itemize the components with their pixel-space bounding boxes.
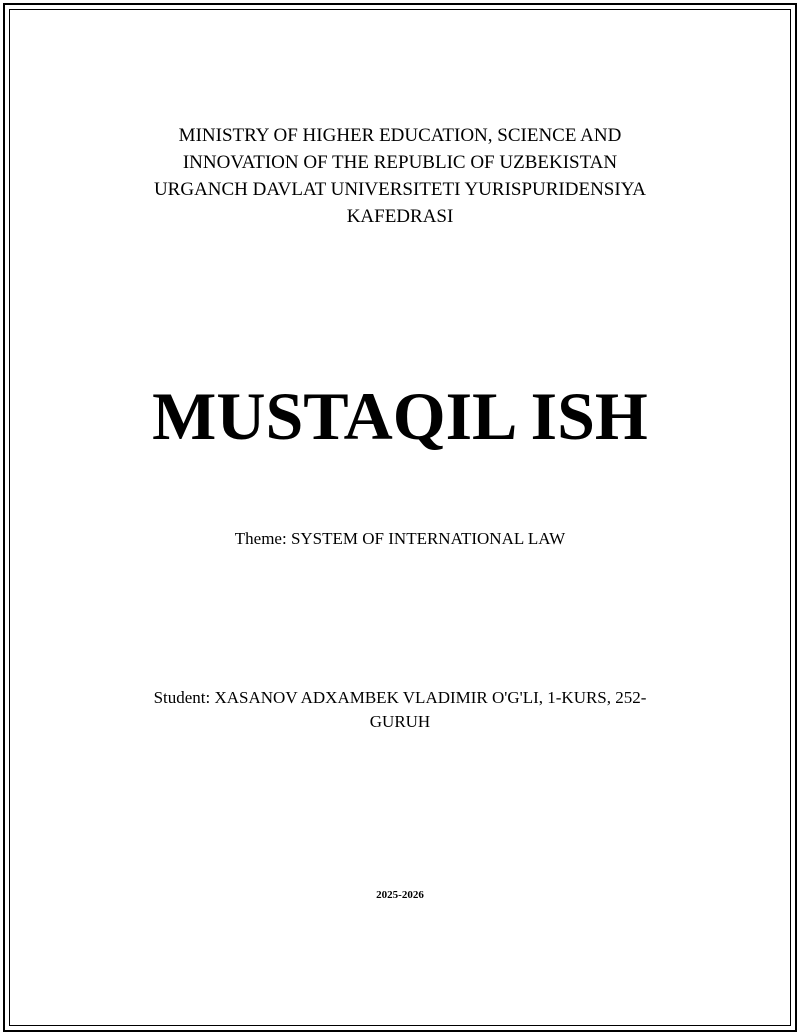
academic-year: 2025-2026 bbox=[376, 889, 424, 901]
header-line-university: URGANCH DAVLAT UNIVERSITETI YURISPURIDENSIYA bbox=[153, 179, 647, 200]
header-line-ministry: MINISTRY OF HIGHER EDUCATION, SCIENCE AND bbox=[178, 125, 622, 146]
header-line-innovation: INNOVATION OF THE REPUBLIC OF UZBEKISTAN bbox=[182, 152, 618, 173]
student-info bbox=[0, 686, 800, 734]
theme-line: Theme: SYSTEM OF INTERNATIONAL LAW bbox=[234, 529, 566, 548]
document-title: MUSTAQIL ISH bbox=[152, 378, 648, 454]
student-line-name: Student: XASANOV ADXAMBEK VLADIMIR O'G'LI, 1-KURS, 252- bbox=[153, 688, 647, 707]
header-line-department: KAFEDRASI bbox=[346, 206, 454, 227]
institution-header bbox=[0, 122, 800, 230]
student-line-group: GURUH bbox=[369, 712, 431, 731]
